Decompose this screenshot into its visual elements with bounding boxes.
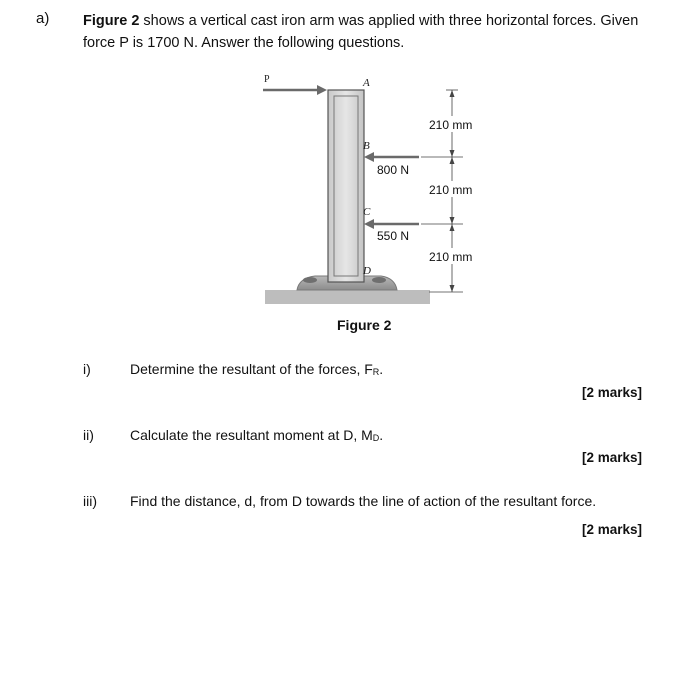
part-iii-marks: [2 marks] bbox=[581, 522, 642, 537]
part-i-number: i) bbox=[83, 361, 91, 377]
force-b-arrowhead bbox=[364, 152, 374, 162]
force-c-arrowhead bbox=[364, 219, 374, 229]
label-c: C bbox=[363, 206, 371, 218]
dimension-label-3: 210 mm bbox=[429, 250, 473, 264]
bolt-right bbox=[372, 277, 386, 283]
dimension-label-1: 210 mm bbox=[429, 118, 473, 132]
intro-text: shows a vertical cast iron arm was applied with three horizontal forces. Given force P is 1700 N. Answer the following questions. bbox=[83, 13, 639, 51]
part-ii-marks: [2 marks] bbox=[581, 450, 642, 465]
label-a: A bbox=[363, 77, 370, 89]
part-iii-text-main: Find the distance, d, from D towards the line of action of the resultant force. bbox=[130, 493, 597, 509]
part-i-subscript: R bbox=[372, 367, 380, 377]
ground bbox=[265, 290, 430, 304]
force-p-arrowhead bbox=[317, 85, 327, 95]
part-i-text-main: Determine the resultant of the forces, F bbox=[130, 361, 373, 377]
force-b-value: 800 N bbox=[377, 163, 410, 177]
label-b: B bbox=[363, 140, 370, 152]
part-ii-text bbox=[130, 427, 383, 443]
figure-caption: Figure 2 bbox=[337, 317, 392, 333]
part-i-text bbox=[130, 361, 383, 377]
figure-2-diagram bbox=[255, 70, 485, 315]
part-i-text-end: . bbox=[379, 361, 384, 377]
dimension-label-2: 210 mm bbox=[429, 183, 473, 197]
part-ii-number: ii) bbox=[83, 427, 94, 443]
label-p: P bbox=[264, 74, 270, 85]
part-i-marks: [2 marks] bbox=[581, 385, 642, 400]
part-iii-text bbox=[130, 493, 596, 509]
cast-iron-arm bbox=[328, 90, 364, 282]
part-ii-text-main: Calculate the resultant moment at D, M bbox=[130, 427, 373, 443]
part-iii-number: iii) bbox=[83, 493, 97, 509]
force-c-value: 550 N bbox=[377, 229, 410, 243]
question-letter: a) bbox=[36, 10, 50, 27]
figure-reference: Figure 2 bbox=[83, 13, 140, 29]
bolt-left bbox=[303, 277, 317, 283]
label-d: D bbox=[363, 265, 371, 277]
question-intro bbox=[83, 10, 663, 54]
part-ii-subscript: D bbox=[372, 433, 380, 443]
part-ii-text-end: . bbox=[379, 427, 384, 443]
